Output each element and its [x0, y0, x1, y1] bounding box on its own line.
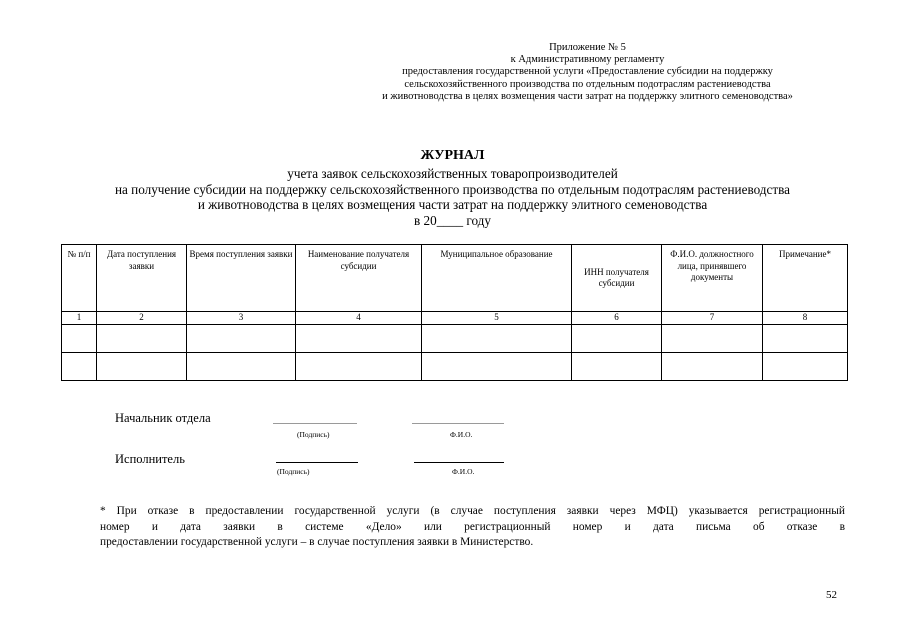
column-number: 8	[763, 312, 848, 325]
table-cell	[296, 325, 422, 353]
table-cell	[62, 325, 97, 353]
column-number: 5	[422, 312, 572, 325]
subtitle-line-4: в 20____ году	[414, 212, 491, 228]
footnote-line-1: * При отказе в предоставлении государственной услуги (в случае поступления заявки через МФЦ) указывается регистрационный	[100, 505, 845, 517]
column-number: 3	[187, 312, 296, 325]
table-cell	[422, 325, 572, 353]
header-time: Время поступления заявки	[187, 245, 296, 312]
table-number-row	[62, 312, 848, 325]
executor-signature-line	[276, 462, 358, 463]
head-name-caption: Ф.И.О.	[450, 430, 473, 439]
subtitle-line-2: на получение субсидии на поддержку сельскохозяйственного производства по отдельным подотраслям растениеводства	[114, 181, 791, 197]
executor-label: Исполнитель	[115, 452, 185, 466]
table-cell	[662, 325, 763, 353]
table-cell	[296, 353, 422, 381]
executor-name-line	[414, 462, 504, 463]
table-cell	[187, 353, 296, 381]
document-title: ЖУРНАЛ	[420, 148, 485, 163]
table-cell	[62, 353, 97, 381]
appendix-line-3: предоставления государственной услуги «Предоставление субсидии на поддержку	[402, 66, 773, 78]
column-number: 6	[572, 312, 662, 325]
appendix-number: Приложение № 5	[549, 42, 626, 53]
subtitle-line-1: учета заявок сельскохозяйственных товаропроизводителей	[287, 166, 618, 181]
subtitle-line-3: и животноводства в целях возмещения части затрат на поддержку элитного семеноводства	[197, 197, 708, 212]
journal-table	[61, 244, 848, 381]
executor-name-caption: Ф.И.О.	[452, 467, 475, 476]
table-cell	[763, 353, 848, 381]
executor-signature-caption: (Подпись)	[277, 467, 310, 476]
head-of-department-label: Начальник отдела	[115, 411, 211, 425]
footnote-line-2: номер и дата заявки в системе «Дело» или регистрационный номер и дата письма об отказе в	[100, 520, 845, 533]
header-municipality: Муниципальное образование	[422, 245, 572, 312]
header-note: Примечание*	[763, 245, 848, 312]
table-header-row	[62, 245, 848, 312]
column-number: 4	[296, 312, 422, 325]
table-cell	[572, 353, 662, 381]
head-signature-caption: (Подпись)	[297, 430, 330, 439]
head-signature-line	[273, 423, 357, 424]
header-inn: ИНН получателя субсидии	[572, 245, 662, 312]
appendix-line-5: и животноводства в целях возмещения части затрат на поддержку элитного семеноводства»	[382, 90, 793, 102]
column-number: 7	[662, 312, 763, 325]
page-number: 52	[826, 589, 837, 601]
header-recipient: Наименование получателя субсидии	[296, 245, 422, 312]
column-number: 1	[62, 312, 97, 325]
appendix-heading	[300, 42, 875, 103]
header-date: Дата поступления заявки	[97, 245, 187, 312]
footnote-line-3: предоставлении государственной услуги – в случае поступления заявки в Министерство.	[100, 536, 534, 548]
table-row	[62, 353, 848, 381]
document-subtitle	[40, 166, 865, 228]
head-name-line	[412, 423, 504, 424]
appendix-line-2: к Административному регламенту	[510, 54, 665, 66]
column-number: 2	[97, 312, 187, 325]
table-row	[62, 325, 848, 353]
table-cell	[763, 325, 848, 353]
header-row-number: № п/п	[62, 245, 97, 312]
header-official: Ф.И.О. должностного лица, принявшего документы	[662, 245, 763, 312]
table-cell	[97, 353, 187, 381]
footnote	[100, 504, 845, 551]
table-cell	[422, 353, 572, 381]
table-cell	[187, 325, 296, 353]
appendix-line-4: сельскохозяйственного производства по отдельным подотраслям растениеводства	[404, 78, 771, 90]
table-cell	[97, 325, 187, 353]
table-cell	[662, 353, 763, 381]
table-cell	[572, 325, 662, 353]
